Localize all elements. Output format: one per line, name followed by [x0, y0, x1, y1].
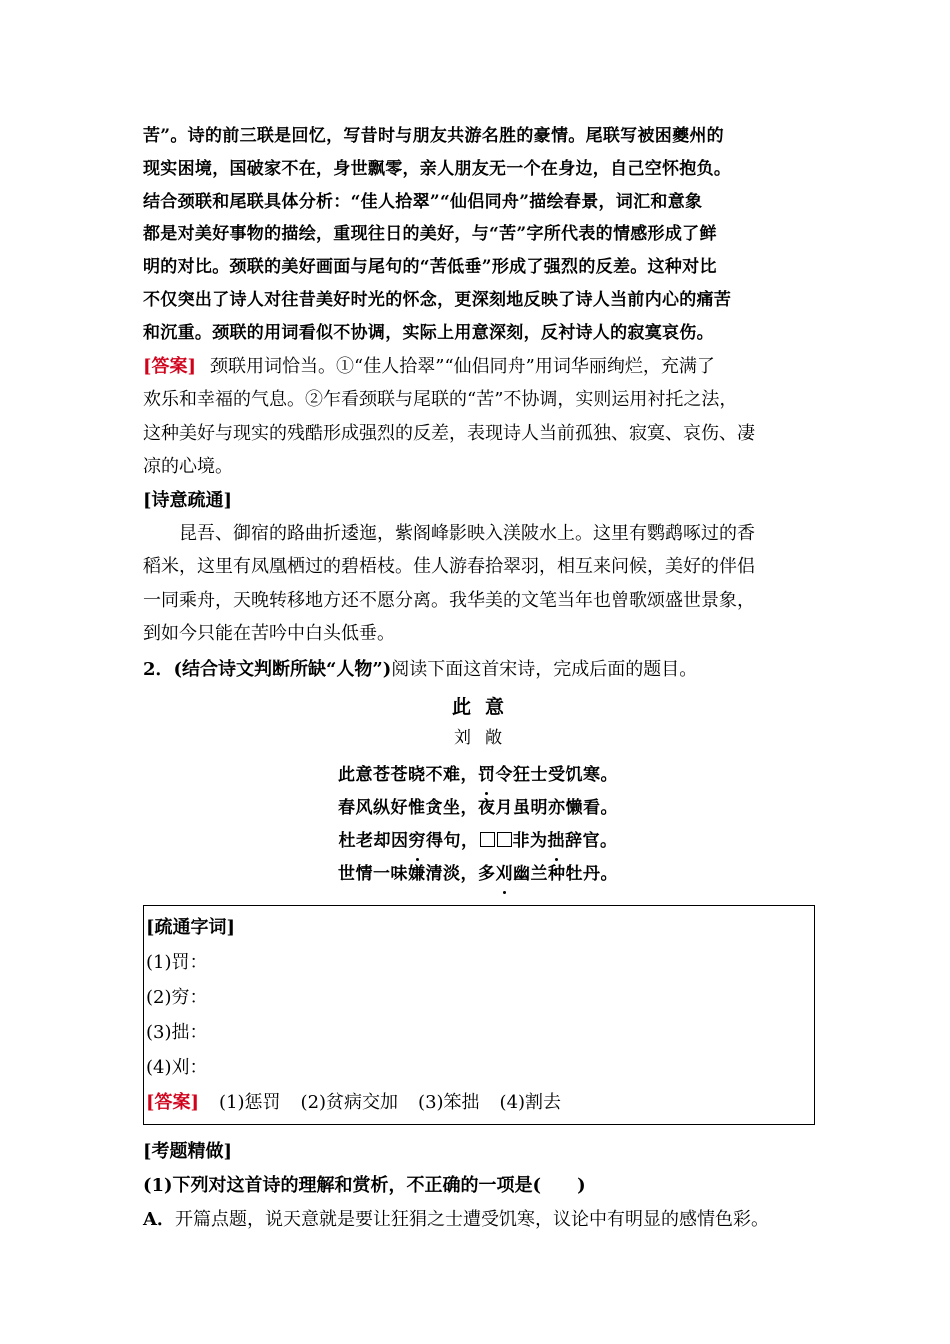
- poem-meaning-section: [143, 484, 813, 651]
- box-heading: [疏通字词]: [146, 916, 236, 938]
- analysis-line: 都是对美好事物的描绘，重现往日的美好，与“苦”字所代表的情感形成了鲜: [143, 224, 717, 245]
- word-item: (2)穷：: [146, 986, 208, 1008]
- analysis-line: 不仅突出了诗人对往昔美好时光的怀念，更深刻地反映了诗人当前内心的痛苦: [143, 289, 732, 310]
- answer-line: 欢乐和幸福的气息。②乍看颈联与尾联的“苦”不协调，实则运用衬托之法，: [143, 389, 738, 411]
- answer-block: [143, 350, 813, 484]
- analysis-line: 和沉重。颈联的用词看似不协调，实际上用意深刻，反衬诗人的寂寞哀伤。: [143, 322, 714, 343]
- practice-section: [143, 1135, 813, 1237]
- meaning-line: 一同乘舟，天晚转移地方还不愿分离。我华美的文笔当年也曾歌颂盛世景象，: [143, 589, 755, 611]
- question-note: (结合诗文判断所缺“人物”): [173, 658, 392, 680]
- poem-author: 刘敞: [454, 727, 516, 748]
- question-2: [143, 653, 813, 687]
- analysis-line: 结合颈联和尾联具体分析：“佳人拾翠”“仙侣同舟”描绘春景，词汇和意象: [143, 191, 703, 212]
- meaning-line: 到如今只能在苦吟中白头低垂。: [143, 623, 395, 645]
- emphasis-dot-char: 穷: [409, 825, 427, 858]
- answer-tag: [答案]: [143, 355, 197, 377]
- option-a: A．开篇点题，说天意就是要让狂狷之士遭受饥寒，议论中有明显的感情色彩。: [143, 1208, 769, 1230]
- word-answer: (3)笨拙: [418, 1091, 480, 1113]
- word-item: (1)罚：: [146, 951, 208, 973]
- word-item: (4)刈：: [146, 1056, 208, 1078]
- sub-question: (1)下列对这首诗的理解和赏析，不正确的一项是( ): [143, 1174, 586, 1196]
- blank-square-icon: [480, 832, 495, 847]
- word-explanation-box: [143, 905, 815, 1125]
- poem: [143, 691, 813, 891]
- section-heading: [考题精做]: [143, 1140, 233, 1162]
- analysis-text: [143, 120, 813, 350]
- analysis-line: 苦”。诗的前三联是回忆，写昔时与朋友共游名胜的豪情。尾联写被困夔州的: [143, 126, 724, 146]
- meaning-line: 稻米，这里有凤凰栖过的碧梧枝。佳人游春拾翠羽，相互来问候，美好的伴侣: [143, 556, 755, 578]
- word-answers: [146, 1085, 814, 1120]
- emphasis-dot-char: 罚: [478, 759, 496, 792]
- analysis-line: 明的对比。颈联的美好画面与尾句的“苦低垂”形成了强烈的反差。这种对比: [143, 257, 717, 278]
- poem-line: 此意苍苍晓不难，罚令狂士受饥寒。: [143, 759, 813, 792]
- answer-text: 颈联用词恰当。①“佳人拾翠”“仙侣同舟”用词华丽绚烂，充满了: [210, 355, 715, 377]
- answer-line: 凉的心境。: [143, 456, 233, 478]
- answer-line: 这种美好与现实的残酷形成强烈的反差，表现诗人当前孤独、寂寞、哀伤、凄: [143, 422, 755, 444]
- emphasis-dot-char: 刈: [496, 858, 514, 891]
- poem-line: 杜老却因穷得句， 非为拙辞官。: [143, 825, 813, 858]
- poem-title: 此意: [451, 695, 518, 718]
- word-answer: (1)惩罚: [219, 1091, 281, 1113]
- poem-line: 春风纵好惟贪坐，夜月虽明亦懒看。: [338, 797, 618, 818]
- meaning-line: 昆吾、御宿的路曲折逶迤，紫阁峰影映入渼陂水上。这里有鹦鹉啄过的香: [179, 522, 755, 544]
- poem-line: 世情一味嫌清淡，多刈幽兰种牡丹。: [143, 858, 813, 891]
- word-answer: (4)割去: [499, 1091, 562, 1113]
- section-heading: [诗意疏通]: [143, 489, 233, 511]
- question-number: 2．: [143, 658, 174, 680]
- document-page: [143, 120, 813, 1237]
- analysis-line: 现实困境，国破家不在，身世飘零，亲人朋友无一个在身边，自己空怀抱负。: [143, 158, 732, 179]
- answer-tag: [答案]: [146, 1091, 200, 1113]
- question-text: 阅读下面这首宋诗，完成后面的题目。: [391, 658, 698, 680]
- word-answer: (2)贫病交加: [300, 1091, 399, 1113]
- emphasis-dot-char: 拙: [548, 825, 566, 858]
- word-item: (3)拙：: [146, 1021, 208, 1043]
- blank-square-icon: [497, 832, 512, 847]
